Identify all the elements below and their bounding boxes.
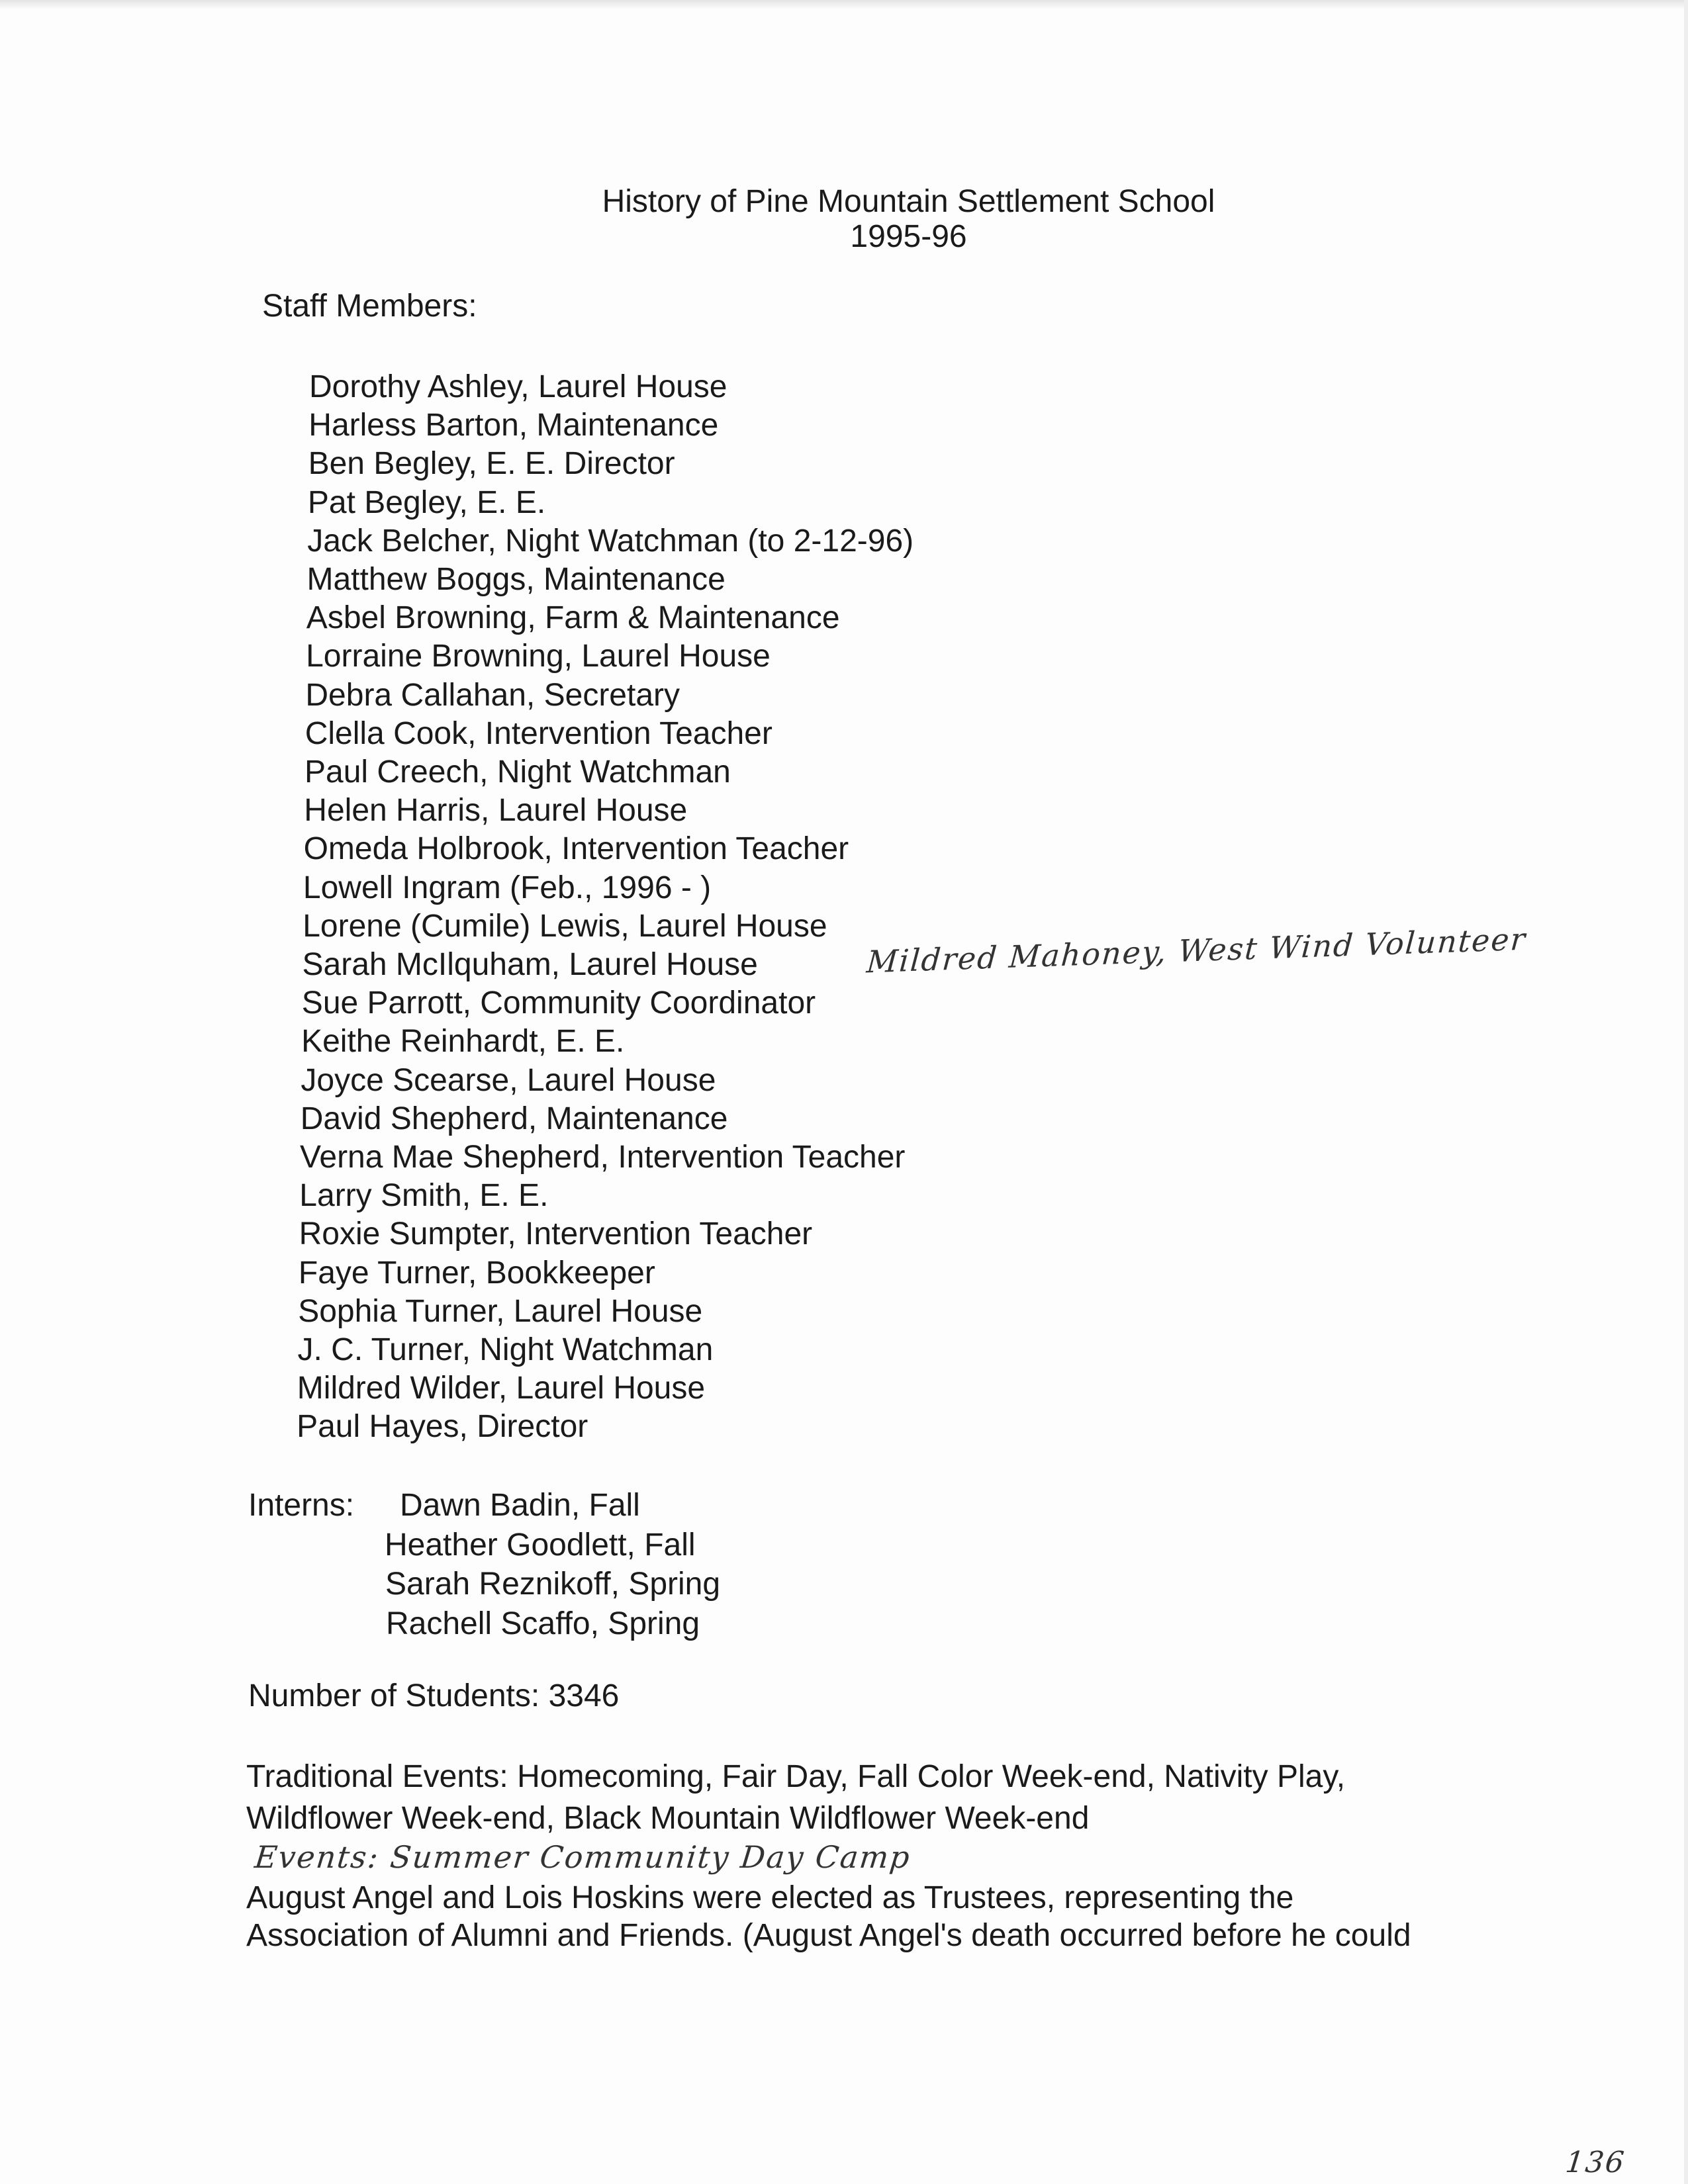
staff-member: Matthew Boggs, Maintenance bbox=[306, 562, 726, 597]
staff-member: Paul Hayes, Director bbox=[297, 1409, 588, 1445]
staff-member: Jack Belcher, Night Watchman (to 2-12-96) bbox=[307, 523, 914, 559]
events-line-1: Traditional Events: Homecoming, Fair Day, Fall Color Week-end, Nativity Play, bbox=[246, 1759, 1346, 1794]
trustees-line-1: August Angel and Lois Hoskins were elected as Trustees, representing the bbox=[246, 1880, 1294, 1915]
staff-member: Asbel Browning, Farm & Maintenance bbox=[306, 600, 840, 636]
staff-member: Keithe Reinhardt, E. E. bbox=[301, 1024, 625, 1060]
staff-member: David Shepherd, Maintenance bbox=[300, 1101, 728, 1136]
handwritten-events-note: Events: Summer Community Day Camp bbox=[253, 1839, 913, 1875]
staff-member: Ben Begley, E. E. Director bbox=[308, 446, 675, 482]
staff-member: Lowell Ingram (Feb., 1996 - ) bbox=[303, 870, 712, 905]
staff-member: Lorraine Browning, Laurel House bbox=[306, 639, 771, 674]
intern: Sarah Reznikoff, Spring bbox=[385, 1567, 721, 1602]
events-line-2: Wildflower Week-end, Black Mountain Wildflower Week-end bbox=[246, 1801, 1090, 1836]
staff-member: Omeda Holbrook, Intervention Teacher bbox=[303, 831, 849, 867]
intern: Heather Goodlett, Fall bbox=[385, 1527, 696, 1563]
staff-member: Debra Callahan, Secretary bbox=[305, 677, 680, 713]
document-title: History of Pine Mountain Settlement School bbox=[602, 184, 1215, 219]
staff-member: Sophia Turner, Laurel House bbox=[298, 1293, 703, 1329]
staff-member: Harless Barton, Maintenance bbox=[308, 408, 719, 443]
document-year: 1995-96 bbox=[850, 219, 967, 254]
intern: Dawn Badin, Fall bbox=[400, 1488, 640, 1523]
staff-heading: Staff Members: bbox=[262, 289, 477, 324]
staff-member: Roxie Sumpter, Intervention Teacher bbox=[299, 1216, 813, 1252]
staff-member: Larry Smith, E. E. bbox=[299, 1178, 549, 1214]
page-number: 136 bbox=[1564, 2146, 1627, 2179]
staff-member: Pat Begley, E. E. bbox=[307, 484, 546, 520]
staff-member: Mildred Wilder, Laurel House bbox=[297, 1371, 706, 1406]
handwritten-staff-note: Mildred Mahoney, West Wind Volunteer bbox=[865, 921, 1528, 980]
staff-member: Dorothy Ashley, Laurel House bbox=[309, 369, 727, 404]
staff-member: Verna Mae Shepherd, Intervention Teacher bbox=[300, 1140, 906, 1175]
scan-edge-shadow bbox=[0, 0, 1688, 9]
number-of-students: Number of Students: 3346 bbox=[248, 1678, 620, 1713]
staff-member: Helen Harris, Laurel House bbox=[304, 793, 688, 829]
interns-label: Interns: bbox=[248, 1488, 355, 1523]
staff-member: J. C. Turner, Night Watchman bbox=[297, 1332, 714, 1367]
staff-member: Clella Cook, Intervention Teacher bbox=[305, 715, 773, 751]
staff-member: Joyce Scearse, Laurel House bbox=[301, 1062, 716, 1098]
staff-member: Paul Creech, Night Watchman bbox=[305, 754, 731, 790]
staff-member: Lorene (Cumile) Lewis, Laurel House bbox=[303, 908, 827, 944]
scan-edge-right bbox=[1684, 0, 1688, 2184]
trustees-line-2: Association of Alumni and Friends. (August Angel's death occurred before he could bbox=[246, 1918, 1411, 1953]
staff-member: Faye Turner, Bookkeeper bbox=[298, 1255, 655, 1291]
intern: Rachell Scaffo, Spring bbox=[386, 1606, 700, 1641]
staff-member: Sarah McIlquham, Laurel House bbox=[302, 947, 758, 982]
staff-member: Sue Parrott, Community Coordinator bbox=[301, 985, 816, 1021]
